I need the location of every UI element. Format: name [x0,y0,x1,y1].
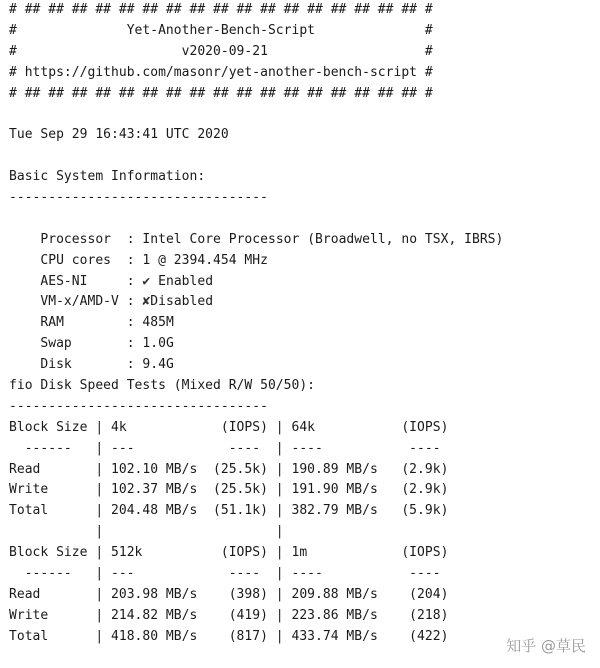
row-label: VM-x/AMD-V [40,294,127,310]
row-separator: : [126,357,143,373]
fio-row-write-512k-1m: Write | 214.82 MB/s (419) | 223.86 MB/s (218) [9,607,449,623]
row-label: Processor [40,231,127,247]
terminal-output [9,0,503,648]
system-info-row-processor [9,209,504,247]
fio-separator: --------------------------------- [9,398,268,414]
header-url-line: # https://github.com/masonr/yet-another-bench-script # [9,64,433,80]
fio-row-read-4k-64k: Read | 102.10 MB/s (25.5k) | 190.89 MB/s (2.9k) [9,461,449,477]
fio-table-rule-1: ------ | --- ---- | ---- ---- [9,440,449,456]
fio-table-header-2: Block Size | 512k (IOPS) | 1m (IOPS) [9,545,449,561]
row-separator: : [126,273,143,289]
row-label: Swap [40,336,127,352]
row-value: Enabled [150,273,214,289]
fio-row-total-4k-64k: Total | 204.48 MB/s (51.1k) | 382.79 MB/s (5.9k) [9,503,449,519]
watermark: 知乎 @草民 [506,637,586,655]
header-version-line: # v2020-09-21 # [9,43,433,59]
row-value: Disabled [150,294,214,310]
row-separator: : [126,252,143,268]
header-line-5: # ## ## ## ## ## ## ## ## ## ## ## ## ## ## ## ## ## # [9,85,433,101]
fio-row-write-4k-64k: Write | 102.37 MB/s (25.5k) | 191.90 MB/s (2.9k) [9,482,449,498]
fio-table-rule-2: ------ | --- ---- | ---- ---- [9,566,449,582]
blank-line [9,146,503,167]
fio-table-header-1: Block Size | 4k (IOPS) | 64k (IOPS) [9,419,449,435]
fio-table-spacer: | | [9,524,449,540]
row-value: 1.0G [142,336,174,352]
checkmark-icon: ✔ [142,273,151,289]
fio-title: fio Disk Speed Tests (Mixed R/W 50/50): [9,378,316,394]
row-label: Disk [40,357,127,373]
row-separator: : [126,336,143,352]
header-line-1: # ## ## ## ## ## ## ## ## ## ## ## ## ## ## ## ## ## # [9,2,433,17]
cross-icon: ✘ [142,294,151,310]
row-label: AES-NI [40,273,127,289]
system-info-separator: --------------------------------- [9,190,268,206]
row-separator: : [126,231,143,247]
row-separator: : [126,315,143,331]
row-value: 485M [142,315,174,331]
row-value: 9.4G [142,357,174,373]
timestamp: Tue Sep 29 16:43:41 UTC 2020 [9,127,229,143]
row-value: 1 @ 2394.454 MHz [142,252,268,268]
row-separator: : [126,294,143,310]
row-value: Intel Core Processor (Broadwell, no TSX, IBRS) [142,231,504,247]
blank-line [9,104,503,125]
row-label: RAM [40,315,127,331]
fio-row-total-512k-1m: Total | 418.80 MB/s (817) | 433.74 MB/s (422) [9,628,449,644]
header-title-line: # Yet-Another-Bench-Script # [9,22,433,38]
system-info-title: Basic System Information: [9,169,206,185]
row-label: CPU cores [40,252,127,268]
fio-row-read-512k-1m: Read | 203.98 MB/s (398) | 209.88 MB/s (204) [9,586,449,602]
